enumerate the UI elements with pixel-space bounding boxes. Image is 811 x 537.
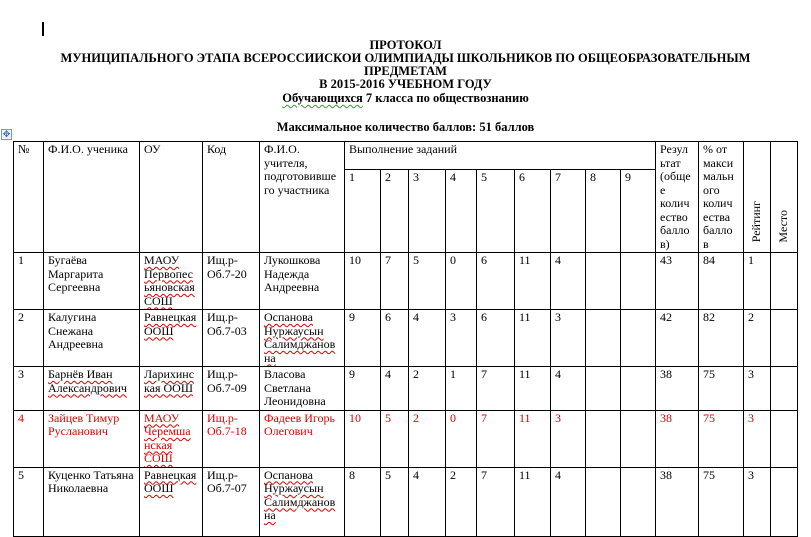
cell-student: Калугина Снежана Андреевна [44, 310, 140, 367]
header-task-3: 3 [409, 170, 446, 253]
cell-task-6: 11 [515, 410, 551, 467]
cell-result: 38 [656, 410, 699, 467]
cell-task-6: 11 [515, 467, 551, 536]
doc-class-word: Обучающихся [282, 91, 363, 105]
cell-task-7: 4 [551, 253, 586, 310]
cell-code: Ищ.р-Об.7-03 [203, 310, 260, 367]
cell-result: 43 [656, 253, 699, 310]
cell-task-3: 2 [409, 367, 446, 411]
cell-result: 42 [656, 310, 699, 367]
cell-task-9 [621, 253, 656, 310]
cell-task-2: 7 [381, 253, 409, 310]
cell-school-text: Ларихинс кая ООШ [144, 367, 195, 395]
cell-teacher [260, 310, 345, 367]
cell-task-9 [621, 410, 656, 467]
text-cursor [42, 22, 44, 36]
cell-task-7: 4 [551, 367, 586, 411]
doc-class [0, 92, 811, 105]
max-score: Максимальное количество баллов: 51 баллов [276, 120, 535, 134]
cell-task-3: 4 [409, 310, 446, 367]
cell-percent: 75 [699, 367, 744, 411]
cell-percent: 75 [699, 410, 744, 467]
cell-task-5: 7 [477, 467, 515, 536]
cell-code: Ищ.р-Об.7-07 [203, 467, 260, 536]
cell-task-2: 6 [381, 310, 409, 367]
table-row [14, 467, 798, 536]
cell-num: 4 [14, 410, 44, 467]
cell-task-3: 2 [409, 410, 446, 467]
cell-teacher: Лукошкова Надежда Андреевна [260, 253, 345, 310]
cell-rating: 2 [744, 310, 771, 367]
cell-task-1: 9 [345, 367, 381, 411]
cell-num: 1 [14, 253, 44, 310]
header-rating [744, 142, 771, 253]
header-result: Резул ьтат (обще е колич ество балло в) [656, 142, 699, 253]
cell-task-4: 3 [446, 310, 477, 367]
cell-school [140, 410, 203, 467]
cell-task-5: 7 [477, 367, 515, 411]
cell-task-6: 11 [515, 253, 551, 310]
header-task-4: 4 [446, 170, 477, 253]
cell-percent: 82 [699, 310, 744, 367]
cell-school-text: Равнецкая ООШ [144, 310, 197, 338]
cell-code: Ищ.р-Об.7-20 [203, 253, 260, 310]
cell-school-text: МАОУ Первопес ьяновская СОШ [144, 253, 195, 308]
table-row [14, 410, 798, 467]
doc-subtitle: МУНИЦИПАЛЬНОГО ЭТАПА ВСЕРОССИИСКОИ ОЛИМПИАДЫ ШКОЛЬНИКОВ ПО ОБЩЕОБРАЗОВАТЕЛЬНЫМ [60, 51, 751, 65]
doc-title: ПРОТОКОЛ [369, 38, 442, 52]
cell-result: 38 [656, 367, 699, 411]
cell-task-6: 11 [515, 310, 551, 367]
cell-task-8 [586, 410, 621, 467]
cell-task-4: 2 [446, 467, 477, 536]
results-table [13, 141, 798, 537]
cell-place [771, 410, 798, 467]
cell-percent: 75 [699, 467, 744, 536]
cell-school-text: МАОУ Черемша нская СОШ [144, 410, 191, 465]
cell-num: 2 [14, 310, 44, 367]
header-task-7: 7 [551, 170, 586, 253]
header-num: № [14, 142, 44, 253]
header-task-2: 2 [381, 170, 409, 253]
cell-task-3: 5 [409, 253, 446, 310]
cell-teacher: Фадеев Игорь Олегович [260, 410, 345, 467]
header-task-6: 6 [515, 170, 551, 253]
header-place-label: Место [776, 209, 791, 243]
cell-task-2: 5 [381, 410, 409, 467]
table-row [14, 253, 798, 310]
cell-teacher: Власова Светлана Леонидовна [260, 367, 345, 411]
cell-rating: 1 [744, 253, 771, 310]
cell-task-5: 7 [477, 410, 515, 467]
cell-task-6: 11 [515, 367, 551, 411]
cell-task-7: 4 [551, 467, 586, 536]
cell-task-4: 0 [446, 253, 477, 310]
cell-task-1: 10 [345, 410, 381, 467]
doc-class-rest: 7 класса по обществознанию [362, 91, 529, 105]
cell-task-2: 5 [381, 467, 409, 536]
cell-student: Зайцев Тимур Русланович [44, 410, 140, 467]
cell-task-2: 4 [381, 367, 409, 411]
header-teacher: Ф.И.О. учителя, подготовивше го участника [260, 142, 345, 253]
cell-code: Ищ.р-Об.7-09 [203, 367, 260, 411]
cell-school-text: Равнецкая ООШ [144, 467, 197, 495]
doc-year: В 2015-2016 УЧЕБНОМ ГОДУ [319, 77, 492, 91]
cell-rating: 3 [744, 467, 771, 536]
cell-place [771, 467, 798, 536]
cell-result: 38 [656, 467, 699, 536]
header-rating-label: Рейтинг [749, 201, 764, 243]
cell-school [140, 310, 203, 367]
header-student: Ф.И.О. ученика [44, 142, 140, 253]
cell-student: Бугаёва Маргарита Сергеевна [44, 253, 140, 310]
cell-num: 5 [14, 467, 44, 536]
cell-task-8 [586, 467, 621, 536]
cell-num: 3 [14, 367, 44, 411]
cell-task-7: 3 [551, 410, 586, 467]
cell-place [771, 310, 798, 367]
header-tasks: Выполнение заданий [345, 142, 656, 170]
cell-code: Ищ.р-Об.7-18 [203, 410, 260, 467]
cell-student [44, 367, 140, 411]
header-percent: % от макси мальн ого колич ества балло в [699, 142, 744, 253]
table-row [14, 367, 798, 411]
cell-rating: 3 [744, 410, 771, 467]
cell-task-5: 6 [477, 310, 515, 367]
cell-task-3: 4 [409, 467, 446, 536]
cell-task-9 [621, 467, 656, 536]
header-task-1: 1 [345, 170, 381, 253]
cell-task-5: 6 [477, 253, 515, 310]
cell-task-1: 10 [345, 253, 381, 310]
cell-teacher-text: Оспанова Нуржаусын Салимджанов на [264, 310, 336, 365]
cell-school [140, 467, 203, 536]
cell-task-4: 0 [446, 410, 477, 467]
cell-task-8 [586, 310, 621, 367]
header-task-9: 9 [621, 170, 656, 253]
header-school: ОУ [140, 142, 203, 253]
cell-task-1: 8 [345, 467, 381, 536]
cell-teacher-text: Оспанова Нуржаусын Салимджанов на [264, 467, 336, 522]
cell-percent: 84 [699, 253, 744, 310]
cell-rating: 3 [744, 367, 771, 411]
cell-task-9 [621, 310, 656, 367]
header-task-8: 8 [586, 170, 621, 253]
cell-task-1: 9 [345, 310, 381, 367]
cell-place [771, 253, 798, 310]
cell-teacher [260, 467, 345, 536]
cell-task-8 [586, 367, 621, 411]
cell-place [771, 367, 798, 411]
cell-task-7: 3 [551, 310, 586, 367]
cell-school [140, 367, 203, 411]
header-task-5: 5 [477, 170, 515, 253]
table-move-handle-icon[interactable]: ✥ [2, 129, 11, 139]
cell-school [140, 253, 203, 310]
cell-task-8 [586, 253, 621, 310]
cell-student-text: Барнёв Иван Александрович [48, 367, 127, 395]
table-row [14, 310, 798, 367]
cell-student: Куценко Татьяна Николаевна [44, 467, 140, 536]
header-place [771, 142, 798, 253]
cell-task-9 [621, 367, 656, 411]
header-row [14, 142, 798, 170]
doc-subtitle-cont: ПРЕДМЕТАМ [364, 64, 447, 78]
cell-task-4: 1 [446, 367, 477, 411]
header-code: Код [203, 142, 260, 253]
